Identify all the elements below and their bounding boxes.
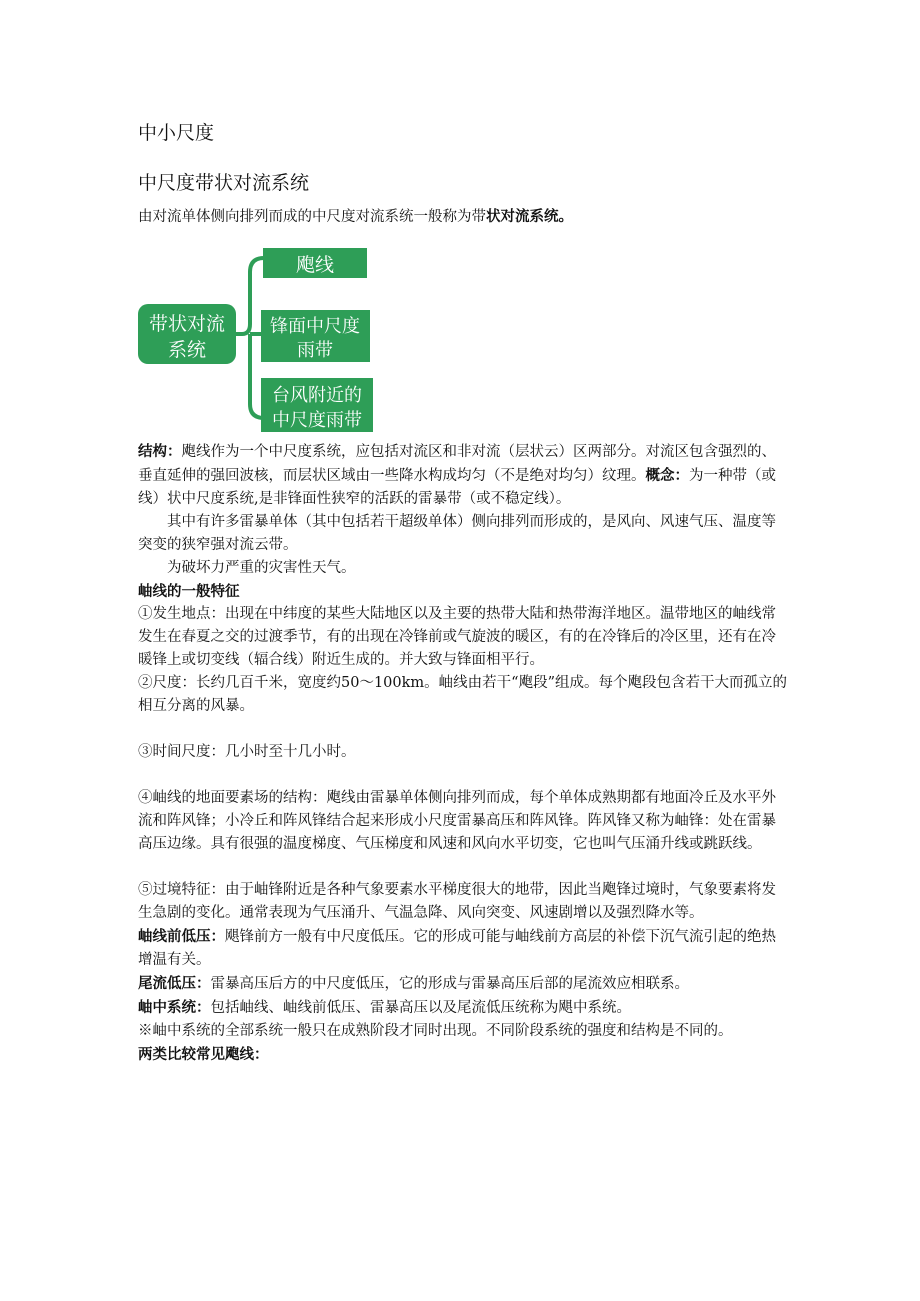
feature-5: ⑤过境特征：由于岫锋附近是各种气象要素水平梯度很大的地带，因此当飑锋过境时，气象要素将发生急剧的变化。通常表现为气压涌升、气温急降、风向突变、风速剧增以及强烈降水等。 bbox=[138, 882, 776, 921]
squall-system-paragraph bbox=[138, 996, 788, 1020]
heading-mesoscale: 中小尺度 bbox=[138, 122, 215, 144]
root-label-line2: 系统 bbox=[167, 339, 207, 361]
concept-text: 为一种带（或线）状中尺度系统,是非锋面性狭窄的活跃的雷暴带（或不稳定线）。 bbox=[138, 468, 776, 507]
branch-squall-line: 飑线 bbox=[295, 254, 335, 276]
paragraph-3: 为破坏力严重的灾害性天气。 bbox=[167, 560, 356, 576]
branch-frontal-line2: 雨带 bbox=[297, 340, 333, 361]
squall-system-text: 包括岫线、岫线前低压、雷暴高压以及尾流低压统称为飓中系统。 bbox=[210, 1000, 631, 1016]
wakelow-text: 雷暴高压后方的中尺度低压，它的形成与雷暴高压后部的尾流效应相联系。 bbox=[210, 976, 689, 992]
structure-text: 飑线作为一个中尺度系统，应包括对流区和非对流（层状云）区两部分。对流区包含强烈的、垂直延伸的强回波核，而层状区域由一些降水构成均匀（不是绝对均匀）纹理。 bbox=[138, 444, 776, 484]
root-label-line1: 带状对流 bbox=[148, 313, 226, 335]
concept-label: 概念： bbox=[645, 467, 689, 484]
wakelow-paragraph bbox=[138, 972, 788, 996]
prelow-paragraph bbox=[138, 925, 788, 972]
feature-4: ④岫线的地面要素场的结构：飑线由雷暴单体侧向排列而成，每个单体成熟期都有地面冷丘及水平外流和阵风锋；小冷丘和阵风锋结合起来形成小尺度雷暴高压和阵风锋。阵风锋又称为岫锋：处在雷暴高压边缘。具有很强的温度梯度、气压梯度和风速和风向水平切变，它也叫气压涌升线或跳跃线。 bbox=[138, 790, 776, 852]
intro-bold: 状对流系统。 bbox=[486, 208, 573, 225]
intro-paragraph bbox=[138, 205, 573, 226]
wakelow-label: 尾流低压： bbox=[138, 975, 211, 992]
prelow-text: 飓锋前方一般有中尺度低压。它的形成可能与岫线前方高层的补偿下沉气流引起的绝热增温有关。 bbox=[138, 929, 776, 968]
features-title: 岫线的一般特征 bbox=[138, 583, 240, 600]
structure-label: 结构： bbox=[138, 443, 182, 460]
prelow-label: 岫线前低压： bbox=[138, 928, 225, 945]
feature-1: ①发生地点：出现在中纬度的某些大陆地区以及主要的热带大陆和热带海洋地区。温带地区的岫线常发生在春夏之交的过渡季节，有的出现在冷锋前或气旋波的暖区，有的在冷锋后的冷区里，还有在冷暖锋上或切变线（辐合线）附近生成的。并大致与锋面相平行。 bbox=[138, 606, 776, 668]
branch-typhoon-line1: 台风附近的 bbox=[272, 385, 362, 406]
body-text bbox=[138, 440, 788, 1066]
note-paragraph: ※岫中系统的全部系统一般只在成熟阶段才同时出现。不同阶段系统的强度和结构是不同的。 bbox=[138, 1023, 733, 1039]
heading-band-convection: 中尺度带状对流系统 bbox=[138, 172, 310, 194]
paragraph-2: 其中有许多雷暴单体（其中包括若干超级单体）侧向排列而形成的，是风向、风速气压、温度等突变的狭窄强对流云带。 bbox=[138, 514, 776, 553]
feature-2: ②尺度：长约几百千米，宽度约50～100km。岫线由若干“飑段”组成。每个飑段包含若干大而孤立的相互分离的风暴。 bbox=[138, 675, 787, 714]
intro-text: 由对流单体侧向排列而成的中尺度对流系统一般称为带 bbox=[138, 209, 486, 225]
structure-paragraph bbox=[138, 440, 788, 511]
branch-frontal-line1: 锋面中尺度 bbox=[270, 316, 360, 337]
branch-typhoon-line2: 中尺度雨带 bbox=[272, 410, 362, 431]
feature-3: ③时间尺度：几小时至十几小时。 bbox=[138, 744, 356, 760]
classification-diagram bbox=[130, 240, 390, 440]
compare-title: 两类比较常见飑线： bbox=[138, 1046, 269, 1063]
squall-system-label: 岫中系统： bbox=[138, 999, 211, 1016]
